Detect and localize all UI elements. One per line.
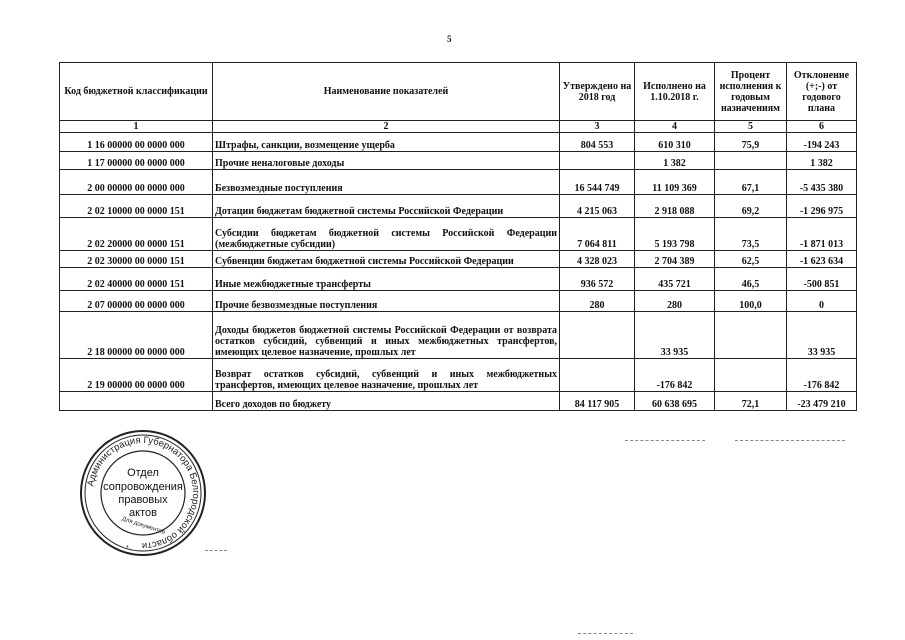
executed-value: 5 193 798	[635, 218, 715, 251]
header-executed: Исполнено на 1.10.2018 г.	[635, 63, 715, 121]
deviation-value: -500 851	[787, 268, 857, 291]
percent-value: 72,1	[715, 392, 787, 411]
svg-text:сопровождения: сопровождения	[103, 481, 183, 493]
executed-value: 435 721	[635, 268, 715, 291]
deviation-value: -1 871 013	[787, 218, 857, 251]
svg-text:Отдел: Отдел	[127, 467, 159, 479]
approved-value: 4 328 023	[560, 251, 635, 268]
budget-code: 1 17 00000 00 0000 000	[60, 152, 213, 170]
budget-code: 2 18 00000 00 0000 000	[60, 312, 213, 359]
percent-value	[715, 359, 787, 392]
indicator-name: Иные межбюджетные трансферты	[213, 268, 560, 291]
table-row	[60, 291, 857, 312]
column-number: 1	[60, 121, 213, 133]
approved-value	[560, 152, 635, 170]
executed-value: 33 935	[635, 312, 715, 359]
executed-value: 2 918 088	[635, 195, 715, 218]
page-number: 5	[447, 34, 452, 44]
svg-text:*: *	[126, 545, 129, 552]
percent-value: 73,5	[715, 218, 787, 251]
budget-code: 2 02 20000 00 0000 151	[60, 218, 213, 251]
percent-value: 67,1	[715, 170, 787, 195]
approved-value: 936 572	[560, 268, 635, 291]
column-number: 3	[560, 121, 635, 133]
percent-value: 69,2	[715, 195, 787, 218]
executed-value: -176 842	[635, 359, 715, 392]
table-row	[60, 312, 857, 359]
header-code: Код бюджетной классификации	[60, 63, 213, 121]
header-approved: Утверждено на 2018 год	[560, 63, 635, 121]
table-row	[60, 359, 857, 392]
budget-code: 2 02 30000 00 0000 151	[60, 251, 213, 268]
executed-value: 11 109 369	[635, 170, 715, 195]
table-row	[60, 268, 857, 291]
approved-value: 280	[560, 291, 635, 312]
indicator-name: Дотации бюджетам бюджетной системы Российской Федерации	[213, 195, 560, 218]
executed-value: 60 638 695	[635, 392, 715, 411]
approved-value: 7 064 811	[560, 218, 635, 251]
indicator-name: Доходы бюджетов бюджетной системы Российской Федерации от возврата остатков субсидий, субвенций и иных межбюджетных трансфертов, имеющих целевое назначение, прошлых лет	[213, 312, 560, 359]
table-header-row	[60, 63, 857, 121]
deviation-value: 33 935	[787, 312, 857, 359]
executed-value: 2 704 389	[635, 251, 715, 268]
scan-dash-line	[735, 440, 845, 441]
percent-value	[715, 152, 787, 170]
deviation-value: -176 842	[787, 359, 857, 392]
scan-dash-line	[625, 440, 705, 441]
table-row	[60, 170, 857, 195]
table-row	[60, 152, 857, 170]
budget-code: 2 00 00000 00 0000 000	[60, 170, 213, 195]
budget-table	[59, 62, 857, 411]
indicator-name: Субвенции бюджетам бюджетной системы Российской Федерации	[213, 251, 560, 268]
column-number: 2	[213, 121, 560, 133]
executed-value: 1 382	[635, 152, 715, 170]
budget-code	[60, 392, 213, 411]
table-row	[60, 218, 857, 251]
svg-text:правовых: правовых	[118, 494, 168, 506]
percent-value: 75,9	[715, 133, 787, 152]
deviation-value: -5 435 380	[787, 170, 857, 195]
total-row	[60, 392, 857, 411]
deviation-value: -1 623 634	[787, 251, 857, 268]
header-deviation: Отклонение (+;-) от годового плана	[787, 63, 857, 121]
approved-value: 84 117 905	[560, 392, 635, 411]
deviation-value: 0	[787, 291, 857, 312]
budget-code: 2 07 00000 00 0000 000	[60, 291, 213, 312]
indicator-name: Возврат остатков субсидий, субвенций и иных межбюджетных трансфертов, имеющих целевое назначение, прошлых лет	[213, 359, 560, 392]
budget-code: 1 16 00000 00 0000 000	[60, 133, 213, 152]
column-number: 4	[635, 121, 715, 133]
column-number: 5	[715, 121, 787, 133]
deviation-value: -1 296 975	[787, 195, 857, 218]
deviation-value: 1 382	[787, 152, 857, 170]
svg-text:Для документов: Для документов	[121, 516, 166, 536]
executed-value: 610 310	[635, 133, 715, 152]
approved-value	[560, 312, 635, 359]
organization-stamp	[78, 428, 208, 563]
percent-value: 100,0	[715, 291, 787, 312]
header-name: Наименование показателей	[213, 63, 560, 121]
table-row	[60, 195, 857, 218]
svg-text:актов: актов	[129, 507, 157, 519]
approved-value: 16 544 749	[560, 170, 635, 195]
indicator-name: Безвозмездные поступления	[213, 170, 560, 195]
stamp-seal-icon	[78, 428, 208, 558]
approved-value: 804 553	[560, 133, 635, 152]
percent-value: 46,5	[715, 268, 787, 291]
column-number-row	[60, 121, 857, 133]
budget-code: 2 02 10000 00 0000 151	[60, 195, 213, 218]
scan-dash-line	[578, 633, 633, 634]
deviation-value: -194 243	[787, 133, 857, 152]
approved-value	[560, 359, 635, 392]
budget-code: 2 19 00000 00 0000 000	[60, 359, 213, 392]
svg-text:Администрация Губернатора Белг: Администрация Губернатора Белгородской области	[85, 434, 202, 552]
indicator-name: Субсидии бюджетам бюджетной системы Российской Федерации (межбюджетные субсидии)	[213, 218, 560, 251]
approved-value: 4 215 063	[560, 195, 635, 218]
indicator-name: Штрафы, санкции, возмещение ущерба	[213, 133, 560, 152]
header-percent: Процент исполнения к годовым назначениям	[715, 63, 787, 121]
indicator-name: Прочие безвозмездные поступления	[213, 291, 560, 312]
deviation-value: -23 479 210	[787, 392, 857, 411]
column-number: 6	[787, 121, 857, 133]
executed-value: 280	[635, 291, 715, 312]
indicator-name: Прочие неналоговые доходы	[213, 152, 560, 170]
percent-value: 62,5	[715, 251, 787, 268]
table-row	[60, 133, 857, 152]
table-row	[60, 251, 857, 268]
scan-dash-line	[205, 550, 227, 551]
percent-value	[715, 312, 787, 359]
budget-code: 2 02 40000 00 0000 151	[60, 268, 213, 291]
indicator-name: Всего доходов по бюджету	[213, 392, 560, 411]
